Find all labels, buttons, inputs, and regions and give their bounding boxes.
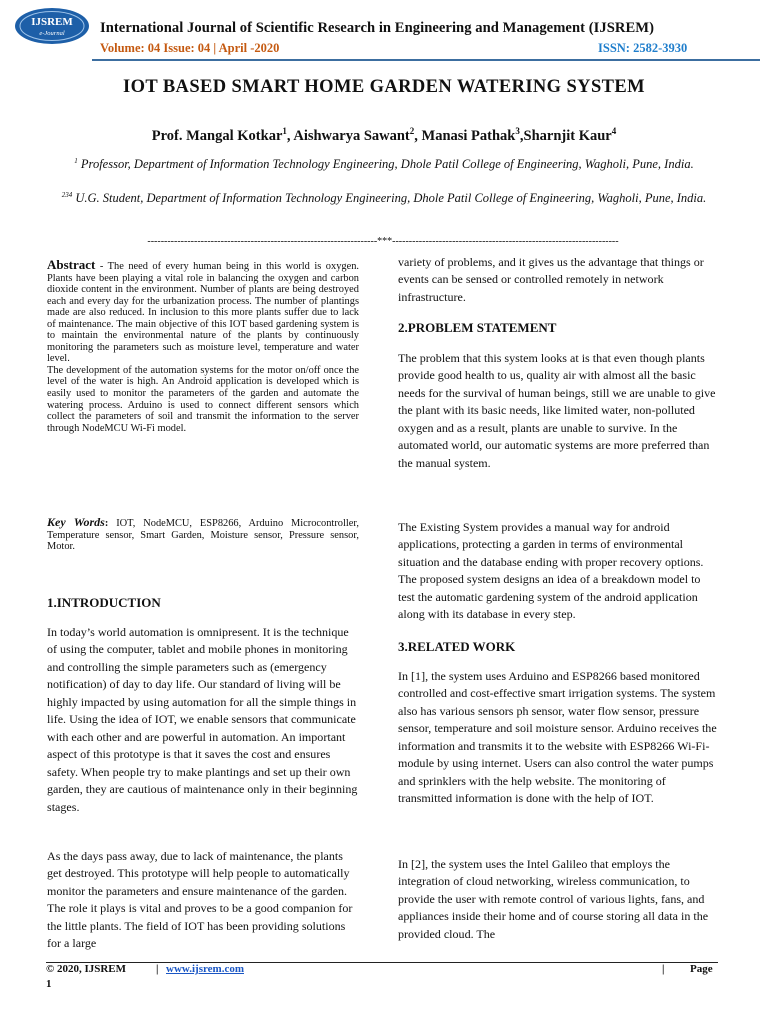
heading-introduction: 1.INTRODUCTION [47,595,161,610]
paper-title: IOT BASED SMART HOME GARDEN WATERING SYSTEM [123,77,645,97]
author-name: Prof. Mangal Kotkar [151,127,283,144]
footer-page-number: 1 [46,978,52,990]
keywords-text: IOT, NodeMCU, ESP8266, Arduino Microcontroller, Temperature sensor, Smart Garden, Moisture sensor, Pressure sensor, Motor. [47,518,359,553]
affiliation-1 [50,153,718,173]
footer-website-link[interactable]: www.ijsrem.com [166,963,244,975]
abstract [47,259,359,434]
abstract-label: Abstract [47,257,96,272]
journal-title: International Journal of Scientific Research in Engineering and Management (IJSREM) [100,20,654,36]
keywords-colon: : [104,518,109,529]
author-name: Manasi Pathak [421,127,516,144]
footer-separator: | [156,963,159,975]
section-divider: ---------------------------------------------------------------------***-------------------------------------------------------------------- [147,236,619,247]
volume-issue: Volume: 04 Issue: 04 | April -2020 [100,41,280,55]
heading-related-work: 3.RELATED WORK [398,639,516,654]
author-sup: 1 [282,126,287,136]
author-name: Aishwarya Sawant [293,127,410,144]
footer-copyright: © 2020, IJSREM [46,963,127,975]
keywords [47,517,359,553]
author-sup: 4 [611,126,617,136]
author-sep: , [286,127,294,144]
heading-problem-statement: 2.PROBLEM STATEMENT [398,320,557,335]
author-name: Sharnjit Kaur [523,127,612,144]
keywords-label: Key Words [47,515,105,529]
abstract-text: The development of the automation systems for the motor on/off once the level of the water is high. An Android application is developed which is easily used to monitor the parameters of the garden and automate the watering process. Arduino is used to connect different sensors which collect the parameters of soil and transmit the information to the server through NodeMCU Wi-Fi model. [47,364,359,434]
author-sup: 2 [409,126,415,136]
issn: ISSN: 2582-3930 [598,41,688,55]
paragraph: variety of problems, and it gives us the advantage that things or events can be sensed or controlled remotely in network infrastructure. [398,255,704,304]
footer-page-label: Page [690,963,713,975]
paragraph: In [2], the system uses the Intel Galileo that employs the integration of cloud networking, wireless communication, to provide the user with remote control of various lights, fans, and appliances inside their home and of course storing all data in the provided cloud. The [398,857,709,941]
affiliation-2 [50,187,718,207]
footer-rule [46,962,718,963]
authors [0,126,768,145]
author-sep: , [414,127,422,144]
abstract-text: - The need of every human being in this world is oxygen. Plants have been playing a vital role in balancing the oxygen and carbon dioxide content in the environment. Number of plants are being destroyed each and every day for the urbanization process. The number of plantings made are also reduced. In inclusion to this more plants suffer due to lack of maintenance. The main objective of this IOT based gardening system is to maintain the environmental nature of the plants by continuously monitoring the parameters such as moisture level, temperature and water level. [47,261,359,365]
affiliation-text: U.G. Student, Department of Information Technology Engineering, Dhole Patil College of Engineering, Wagholi, Pune, India. [72,191,707,206]
paragraph: As the days pass away, due to lack of maintenance, the plants get destroyed. This prototype will help people to automatically monitor the parameters and ensure maintenance of the garden. The role it plays is vital and proves to be a good companion for the little plants. The field of IOT has been providing solutions for a large [47,849,353,951]
affiliation-sup: 234 [61,191,73,199]
footer-separator: | [662,963,665,975]
paragraph: The Existing System provides a manual way for android applications, protecting a garden in terms of environmental situation and the database ending with proper recovery options. The proposed system designs an idea of a breakdown model to test the automatic gardening system of the android application along with its database in every step. [398,520,704,622]
paragraph: In today’s world automation is omnipresent. It is the technique of using the computer, tablet and mobile phones in monitoring and controlling the simple parameters such as (emergency notification) of day to day life. Our standard of living will be highly impacted by using automation for all the simple things in life. Using the idea of IOT, we enable sensors that communicate with each other and are powerful in automation. An important aspect of this prototype is that it saves the cost and ensures safety. When people try to make plantings and set up their own garden, they are cautious of maintenance only in their beginning stages. [47,625,358,814]
header-rule [92,59,760,61]
paragraph: The problem that this system looks at is that even though plants provide good health to us, quality air with almost all the basic needs for the survival of human beings, still we are unable to give the plant with its basic needs, like limited water, non-polluted oxygen and as a result, plants are unable to survive. In the automated world, our automatic systems are more preferred than the manual system. [398,351,716,470]
paragraph: In [1], the system uses Arduino and ESP8266 based monitored controlled and cost-effective smart irrigation systems. The system also has various sensors ph sensor, water flow sensor, pressure sensor, temperature and soil moisture sensor. Arduino receives the information and transmits it to the website with ESP8266 Wi-Fi-module by using internet. Users can also control the water pumps and sprinklers with the help website. The monitoring of transmitted information is done with the help of IOT. [398,669,717,806]
affiliation-text: Professor, Department of Information Technology Engineering, Dhole Patil College of Engineering, Wagholi, Pune, India. [77,157,694,172]
logo-text-bottom: e-Journal [39,30,65,37]
journal-logo [12,6,92,46]
logo-text-top: IJSREM [31,16,73,28]
author-sep: , [519,127,524,144]
affiliation-sup: 1 [74,157,78,165]
author-sup: 3 [515,126,520,136]
